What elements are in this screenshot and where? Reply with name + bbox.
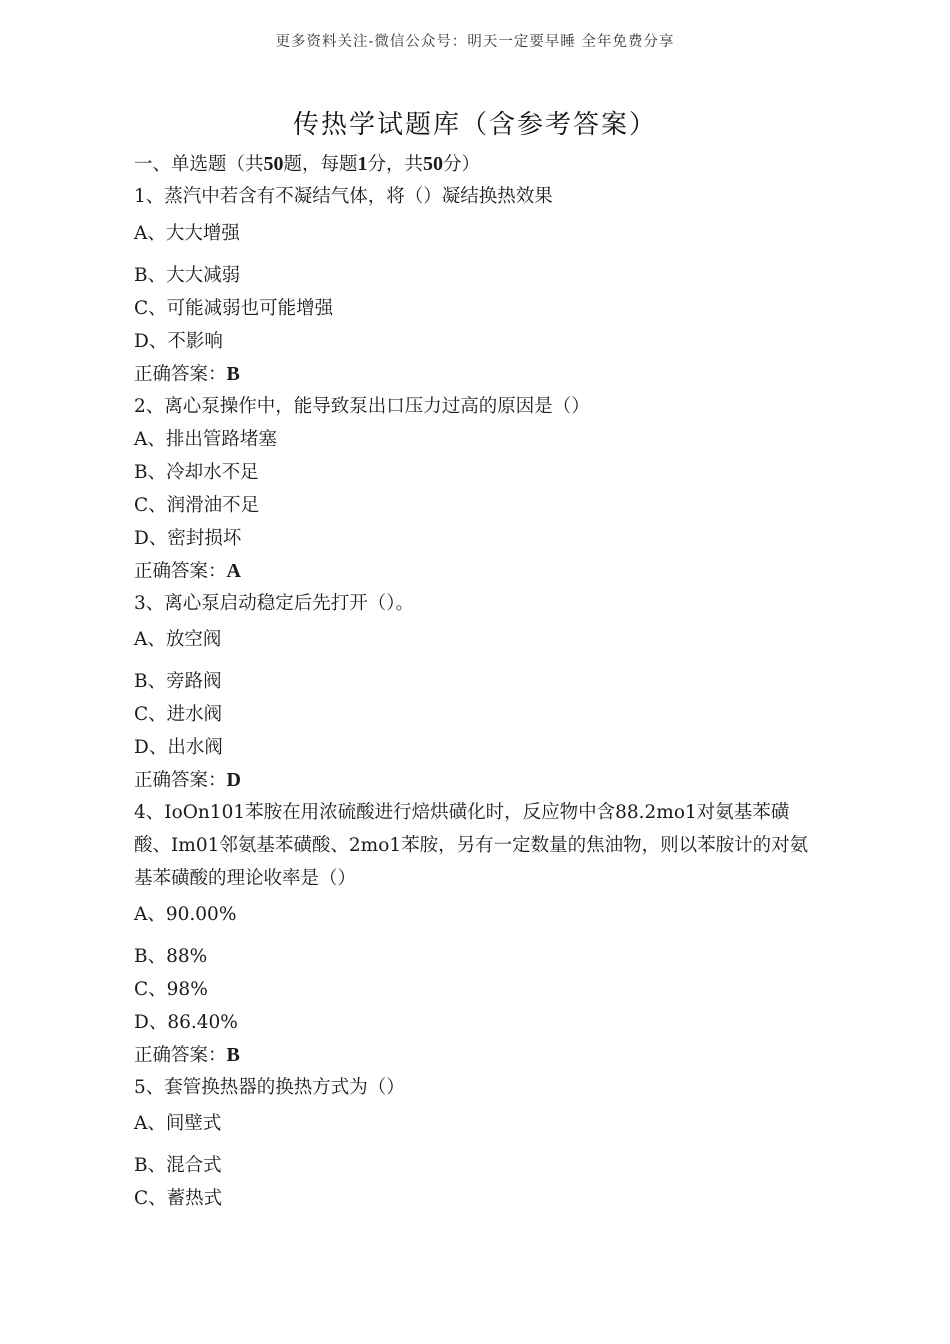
question-4-option-c: C、98% xyxy=(134,979,208,1000)
question-4-stem: 4、IoOn101苯胺在用浓硫酸进行焙烘磺化时，反应物中含88.2mo1对氨基苯磺酸、Im01邻氨基苯磺酸、2mo1苯胺，另有一定数量的焦油物，则以苯胺计的对氨基苯磺酸的理论收率是（） xyxy=(134,802,809,889)
question-2-stem: 2、离心泵操作中，能导致泵出口压力过高的原因是（） xyxy=(134,396,590,417)
answer-label: 正确答案： xyxy=(134,364,227,385)
question-3-option-b: B、旁路阀 xyxy=(134,671,222,692)
question-3-option-c: C、进水阀 xyxy=(134,704,223,725)
answer-value: B xyxy=(226,363,240,385)
question-1-option-b: B、大大减弱 xyxy=(134,265,241,286)
question-1-option-d: D、不影响 xyxy=(134,331,223,352)
answer-value: D xyxy=(226,769,241,791)
question-1-answer xyxy=(134,362,240,387)
answer-label: 正确答案： xyxy=(134,770,227,791)
question-5-option-a: A、间壁式 xyxy=(134,1113,222,1134)
question-4-option-a: A、90.00% xyxy=(134,904,237,925)
section-heading xyxy=(134,152,480,177)
section-score-each: 1 xyxy=(357,153,368,175)
question-4-option-b: B、88% xyxy=(134,946,208,967)
question-3-option-a: A、放空阀 xyxy=(134,629,222,650)
question-4-option-d: D、86.40% xyxy=(134,1012,238,1033)
question-2-option-d: D、密封损坏 xyxy=(134,528,242,549)
question-5-option-b: B、混合式 xyxy=(134,1155,222,1176)
question-3-answer xyxy=(134,768,241,793)
answer-value: A xyxy=(226,560,241,582)
question-2-option-a: A、排出管路堵塞 xyxy=(134,429,277,450)
question-2-answer xyxy=(134,559,241,584)
question-5-stem: 5、套管换热器的换热方式为（） xyxy=(134,1077,405,1098)
answer-value: B xyxy=(226,1044,240,1066)
question-3-stem: 3、离心泵启动稳定后先打开（）。 xyxy=(134,593,415,614)
answer-label: 正确答案： xyxy=(134,1045,227,1066)
section-prefix: 一、单选题（共 xyxy=(134,154,264,175)
section-mid2: 分，共 xyxy=(367,154,424,175)
answer-label: 正确答案： xyxy=(134,561,227,582)
question-3-option-d: D、出水阀 xyxy=(134,737,223,758)
question-4-answer xyxy=(134,1043,240,1068)
question-1-stem: 1、蒸汽中若含有不凝结气体，将（）凝结换热效果 xyxy=(134,186,553,207)
question-2-option-c: C、润滑油不足 xyxy=(134,495,260,516)
question-5-option-c: C、蓄热式 xyxy=(134,1188,223,1209)
header-note: 更多资料关注-微信公众号：明天一定要早睡 全年免费分享 xyxy=(275,34,675,50)
section-mid1: 题，每题 xyxy=(283,154,358,175)
question-1-option-c: C、可能减弱也可能增强 xyxy=(134,298,334,319)
section-question-count: 50 xyxy=(263,153,284,175)
question-1-option-a: A、大大增强 xyxy=(134,223,240,244)
question-2-option-b: B、冷却水不足 xyxy=(134,462,259,483)
section-total: 50 xyxy=(423,153,444,175)
section-suffix: 分） xyxy=(443,154,481,175)
page-title: 传热学试题库（含参考答案） xyxy=(292,110,657,140)
